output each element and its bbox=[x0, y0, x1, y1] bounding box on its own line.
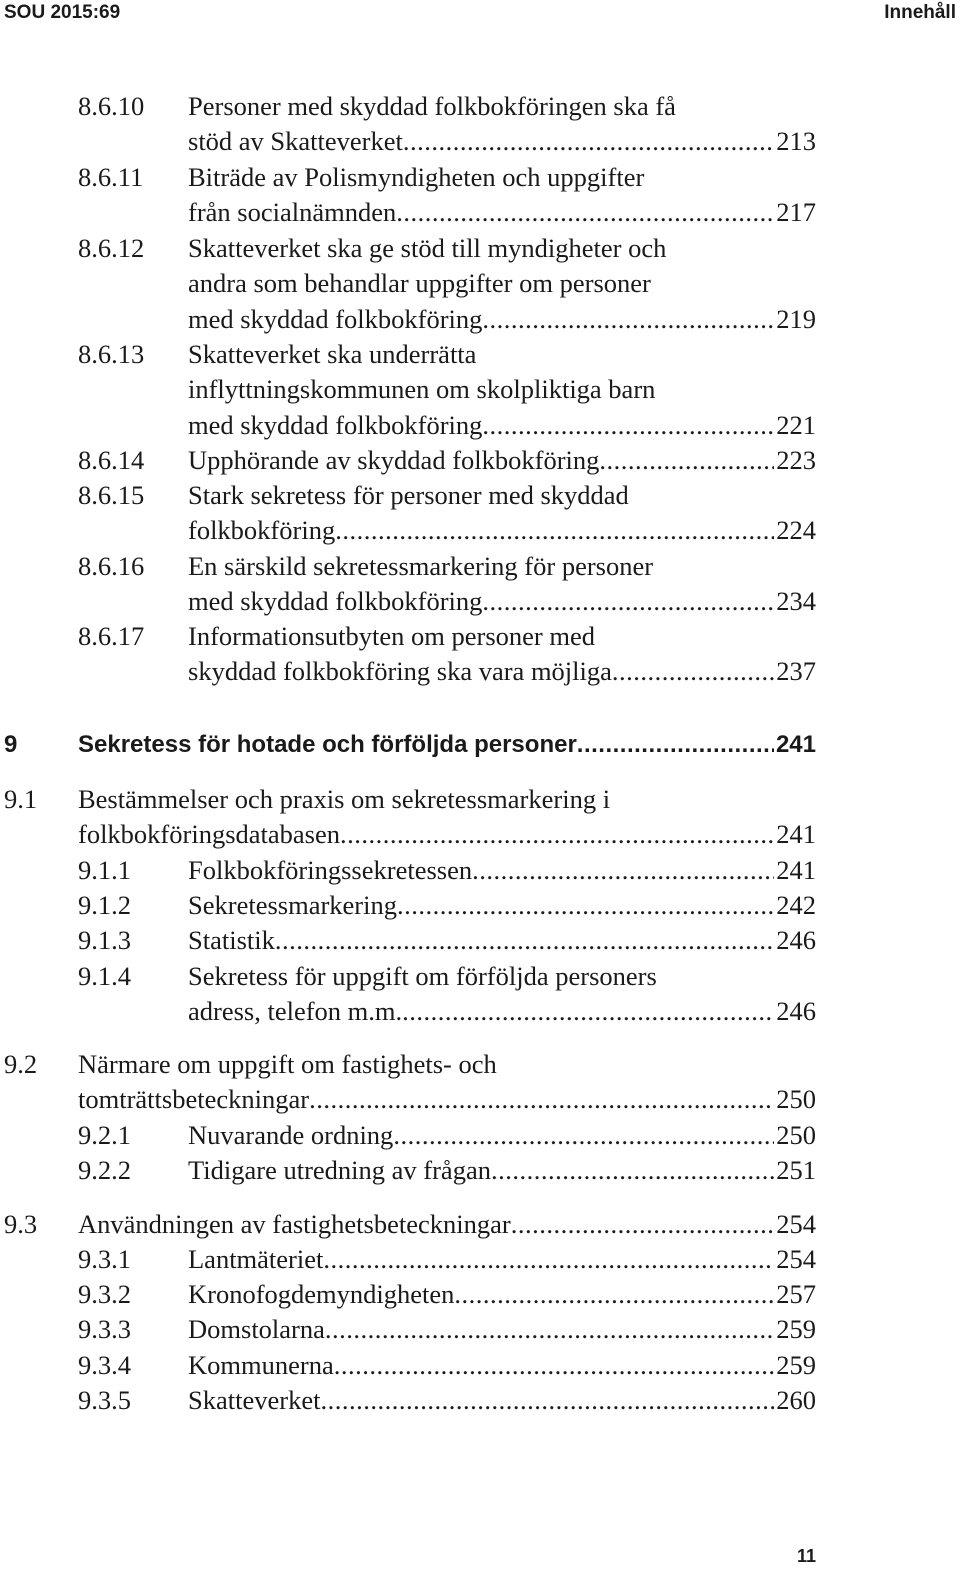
toc-entry-title: Stark sekretess för personer med skyddad bbox=[188, 480, 629, 510]
toc-entry-page: 221 bbox=[776, 409, 816, 440]
toc-entry-page: 241 bbox=[776, 855, 816, 885]
toc-entry-number: 9 bbox=[4, 731, 18, 758]
toc-entry-page: 234 bbox=[776, 586, 816, 617]
toc-entry-title: Skatteverket ska underrätta bbox=[188, 339, 477, 369]
toc-entry-number: 9.3.1 bbox=[78, 1244, 131, 1274]
dot-leader bbox=[325, 1311, 774, 1347]
dot-leader bbox=[275, 922, 774, 958]
toc-entry-page: 251 bbox=[776, 1155, 816, 1185]
toc-entry-number: 8.6.13 bbox=[78, 339, 145, 369]
toc-entry-page: 241 bbox=[775, 731, 816, 758]
dot-leader bbox=[402, 993, 774, 1029]
toc-entry-number: 8.6.15 bbox=[78, 480, 145, 510]
dot-leader bbox=[340, 816, 774, 852]
toc-entry-title: andra som behandlar uppgifter om personer bbox=[188, 268, 651, 299]
toc-entry-number: 9.3.3 bbox=[78, 1314, 131, 1344]
toc-entry-title: folkbokföring bbox=[188, 515, 336, 546]
toc-entry-page: 241 bbox=[776, 819, 816, 850]
toc-entry-number: 8.6.16 bbox=[78, 551, 145, 581]
toc-entry-title: Närmare om uppgift om fastighets- och bbox=[78, 1049, 497, 1079]
toc-entry-page: 242 bbox=[776, 890, 816, 920]
toc-entry-title: Personer med skyddad folkbokföringen ska få bbox=[188, 91, 676, 121]
toc-entry-title: tomträttsbeteckningar bbox=[78, 1084, 310, 1115]
toc-entry-page: 246 bbox=[776, 996, 816, 1027]
toc-entry-number: 8.6.12 bbox=[78, 233, 145, 263]
toc-entry-number: 8.6.17 bbox=[78, 621, 145, 651]
toc-entry-title: inflyttningskommunen om skolpliktiga barn bbox=[188, 374, 656, 405]
toc-entry-title: Tidigare utredning av frågan bbox=[188, 1155, 491, 1185]
toc-entry-page: 257 bbox=[776, 1279, 816, 1309]
toc-entry-title: Folkbokföringssekretessen bbox=[188, 855, 473, 885]
toc-entry-title: Kronofogdemyndigheten bbox=[188, 1279, 455, 1309]
toc-entry-number: 9.1 bbox=[4, 784, 38, 814]
toc-entry-page: 250 bbox=[776, 1084, 816, 1115]
dot-leader bbox=[511, 1206, 775, 1242]
dot-leader bbox=[491, 1152, 774, 1188]
toc-entry-number: 9.2.1 bbox=[78, 1120, 131, 1150]
toc-entry-title: folkbokföringsdatabasen bbox=[78, 819, 340, 850]
toc-entry-number: 9.1.1 bbox=[78, 855, 131, 885]
toc-entry-title: Skatteverket bbox=[188, 1385, 321, 1415]
toc-entry-number: 8.6.14 bbox=[78, 445, 145, 475]
toc-entry-page: 254 bbox=[776, 1244, 816, 1274]
dot-leader bbox=[599, 442, 774, 478]
toc-entry-page: 223 bbox=[776, 445, 816, 475]
toc-entry-title: Lantmäteriet bbox=[188, 1244, 324, 1274]
toc-entry-title: Sekretess för hotade och förföljda personer bbox=[78, 731, 577, 758]
dot-leader bbox=[393, 1117, 774, 1153]
toc-entry-page: 259 bbox=[776, 1314, 816, 1344]
toc-entry-title: med skyddad folkbokföring bbox=[188, 586, 483, 617]
toc-entry-title: stöd av Skatteverket bbox=[188, 126, 403, 157]
toc-entry-title: En särskild sekretessmarkering för personer bbox=[188, 551, 654, 581]
dot-leader bbox=[320, 1382, 774, 1418]
toc-entry-title: Bestämmelser och praxis om sekretessmarkering i bbox=[78, 784, 611, 814]
toc-entry-title: Användningen av fastighetsbeteckningar bbox=[78, 1209, 511, 1239]
dot-leader bbox=[403, 123, 774, 159]
toc-entry-page: 213 bbox=[776, 126, 816, 157]
running-header-right: Innehåll bbox=[884, 2, 956, 23]
dot-leader bbox=[482, 407, 774, 443]
toc-entry-page: 250 bbox=[776, 1120, 816, 1150]
toc-entry-page: 254 bbox=[776, 1209, 816, 1239]
toc-entry-title: Biträde av Polismyndigheten och uppgifter bbox=[188, 162, 645, 192]
toc-entry-page: 237 bbox=[776, 656, 816, 687]
toc-entry-title: med skyddad folkbokföring bbox=[188, 303, 483, 334]
dot-leader bbox=[482, 583, 774, 619]
toc-entry-number: 9.1.2 bbox=[78, 890, 131, 920]
toc-entry-title: Domstolarna bbox=[188, 1314, 325, 1344]
dot-leader bbox=[335, 512, 774, 548]
toc-entry-title: Sekretess för uppgift om förföljda personers bbox=[188, 961, 657, 991]
dot-leader bbox=[309, 1081, 774, 1117]
toc-entry-title: Sekretessmarkering bbox=[188, 890, 397, 920]
toc-entry-number: 9.3 bbox=[4, 1209, 38, 1239]
toc-entry-number: 8.6.10 bbox=[78, 91, 145, 121]
dot-leader bbox=[612, 653, 774, 689]
toc-entry-title: från socialnämnden bbox=[188, 197, 397, 228]
toc-entry-title: Kommunerna bbox=[188, 1350, 334, 1380]
toc-entry-number: 9.3.5 bbox=[78, 1385, 131, 1415]
toc-entry-title: med skyddad folkbokföring bbox=[188, 409, 483, 440]
dot-leader bbox=[334, 1347, 775, 1383]
running-header-left: SOU 2015:69 bbox=[4, 2, 121, 23]
toc-entry-number: 9.3.2 bbox=[78, 1279, 131, 1309]
toc-entry-title: adress, telefon m.m. bbox=[188, 996, 403, 1027]
toc-entry-page: 259 bbox=[776, 1350, 816, 1380]
toc-entry-title: Upphörande av skyddad folkbokföring bbox=[188, 445, 600, 475]
toc-entry-number: 8.6.11 bbox=[78, 162, 144, 192]
toc-entry-number: 9.2.2 bbox=[78, 1155, 131, 1185]
toc-entry-page: 224 bbox=[776, 515, 816, 546]
page-number: 11 bbox=[796, 1546, 816, 1566]
toc-entry-number: 9.1.3 bbox=[78, 925, 131, 955]
dot-leader bbox=[472, 852, 774, 888]
toc-entry-page: 217 bbox=[776, 197, 816, 228]
toc-entry-page: 246 bbox=[776, 925, 816, 955]
dot-leader bbox=[454, 1276, 774, 1312]
dot-leader bbox=[396, 194, 774, 230]
toc-entry-title: Skatteverket ska ge stöd till myndigheter och bbox=[188, 233, 667, 263]
toc-entry-number: 9.3.4 bbox=[78, 1350, 131, 1380]
toc-entry-page: 219 bbox=[776, 303, 816, 334]
dot-leader bbox=[397, 887, 774, 923]
dot-leader bbox=[323, 1241, 774, 1277]
dot-leader bbox=[482, 301, 774, 337]
toc-entry-page: 260 bbox=[776, 1385, 816, 1415]
toc-entry-number: 9.2 bbox=[4, 1049, 38, 1079]
toc-entry-title: Statistik bbox=[188, 925, 275, 955]
toc-entry-title: Nuvarande ordning bbox=[188, 1120, 394, 1150]
toc-entry-title: Informationsutbyten om personer med bbox=[188, 621, 595, 651]
dot-leader bbox=[577, 727, 774, 763]
toc-entry-number: 9.1.4 bbox=[78, 961, 131, 991]
toc-entry-title: skyddad folkbokföring ska vara möjliga bbox=[188, 656, 612, 687]
